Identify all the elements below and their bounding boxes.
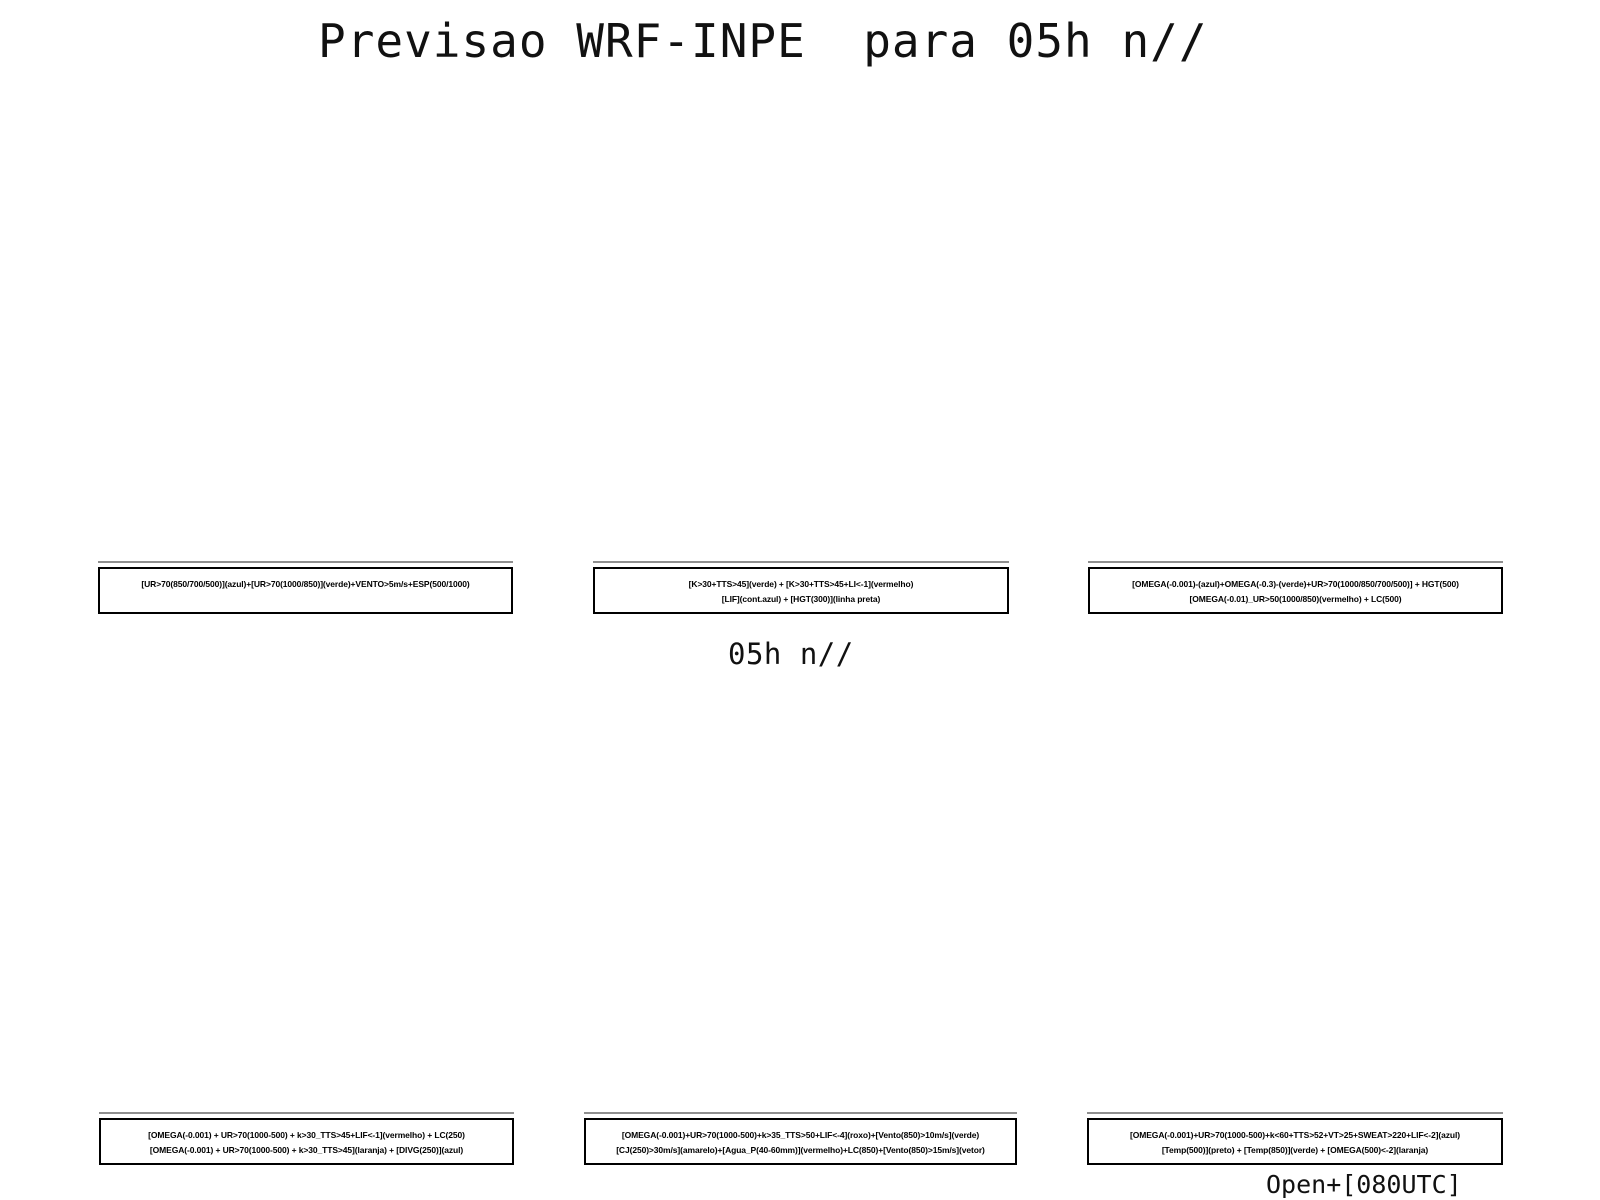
center-time-label: 05h n// [728,637,854,671]
legend-line: [UR>70(850/700/500)](azul)+[UR>70(1000/850)](verde)+VENTO>5m/s+ESP(500/1000) [141,579,470,589]
legend-line: [OMEGA(-0.001) + UR>70(1000-500) + k>30_TTS>45](laranja) + [DIVG(250)](azul) [149,1145,464,1155]
legend-panel-omega-hgt [1088,567,1503,614]
legend-line: [OMEGA(-0.001)+UR>70(1000-500)+k<60+TTS>52+VT>25+SWEAT>220+LIF<-2](azul) [1130,1130,1460,1140]
legend-line: [LIF](cont.azul) + [HGT(300)](linha preta) [721,594,881,604]
legend-line [100,592,511,607]
legend-line: [OMEGA(-0.001)+UR>70(1000-500)+k>35_TTS>50+LIF<-4](roxo)+[Vento(850)>10m/s](verde) [621,1130,980,1140]
legend-line: [OMEGA(-0.01)_UR>50(1000/850)(vermelho) + LC(500) [1189,594,1402,604]
legend-panel-sweat-temp [1087,1118,1503,1165]
legend-line: [K>30+TTS>45](verde) + [K>30+TTS>45+LI<-1](vermelho) [688,579,914,589]
legend-line: [OMEGA(-0.001)-(azul)+OMEGA(-0.3)-(verde)+UR>70(1000/850/700/500)] + HGT(500) [1132,579,1459,589]
legend-line: [CJ(250)>30m/s](amarelo)+[Agua_P(40-60mm)](vermelho)+LC(850)+[Vento(850)>15m/s](vetor) [616,1145,985,1155]
legend-line: [Temp(500)](preto) + [Temp(850)](verde) + [OMEGA(500)<-2](laranja) [1161,1145,1429,1155]
footer-label: Open+[080UTC] [1266,1170,1462,1199]
legend-line: [OMEGA(-0.001) + UR>70(1000-500) + k>30_TTS>45+LIF<-1](vermelho) + LC(250) [148,1130,465,1140]
legend-panel-omega-lc250 [99,1118,514,1165]
page-title: Previsao WRF-INPE para 05h n// [318,14,1208,68]
legend-panel-ur-vento [98,567,513,614]
legend-panel-k-tts-lif [593,567,1009,614]
legend-panel-omega-vento850 [584,1118,1017,1165]
